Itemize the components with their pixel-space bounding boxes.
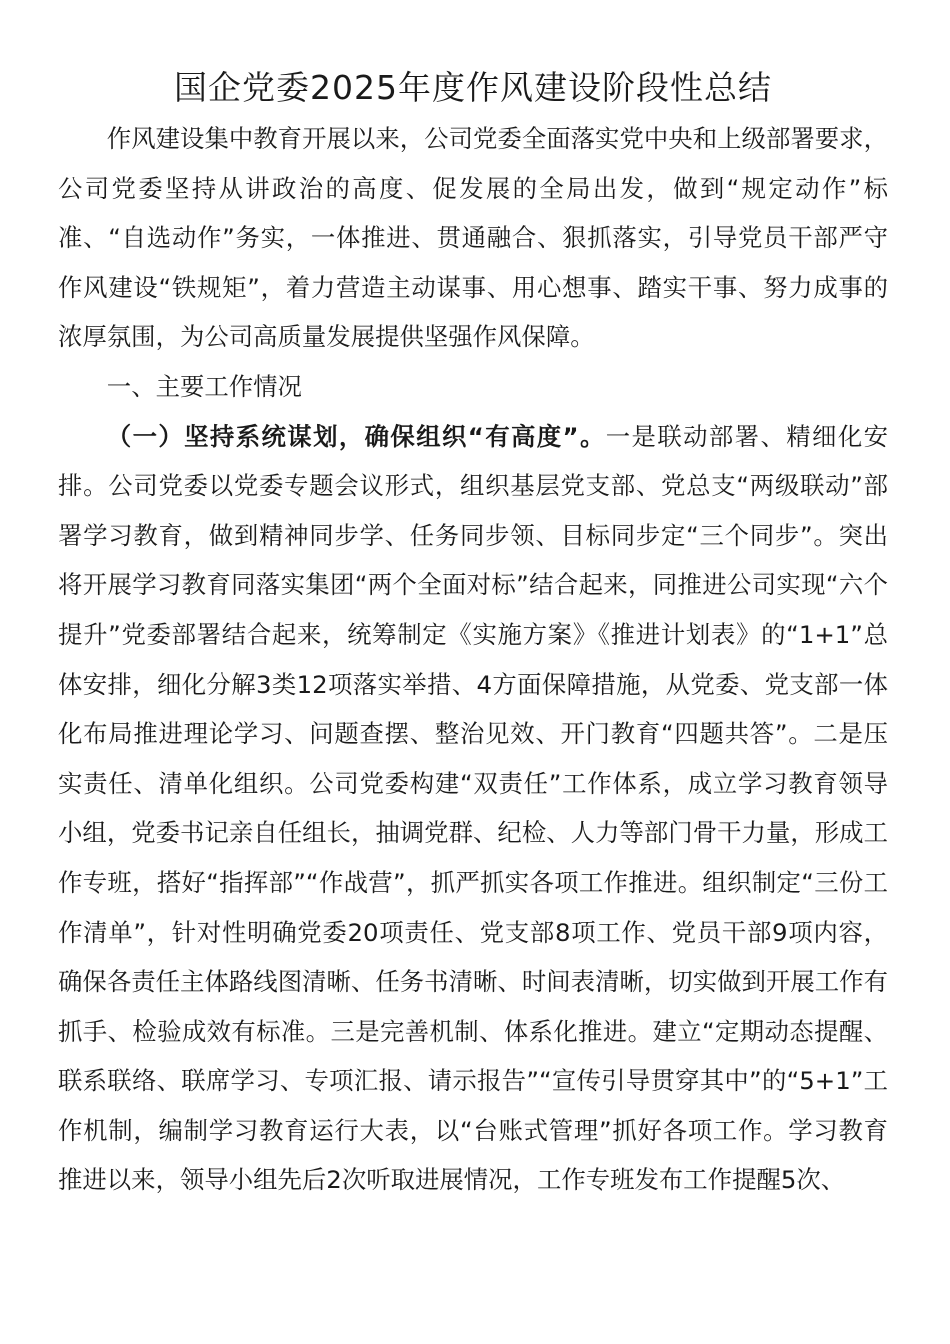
subsection-paragraph	[58, 412, 888, 1206]
subsection-body: 一是联动部署、精细化安排。公司党委以党委专题会议形式，组织基层党支部、党总支“两级联动”部署学习教育，做到精神同步学、任务同步领、目标同步定“三个同步”。突出将开展学习教育同落实集团“两个全面对标”结合起来，同推进公司实现“六个提升”党委部署结合起来，统筹制定《实施方案》《推进计划表》的“1+1”总体安排，细化分解3类12项落实举措、4方面保障措施，从党委、党支部一体化布局推进理论学习、问题查摆、整治见效、开门教育“四题共答”。二是压实责任、清单化组织。公司党委构建“双责任”工作体系，成立学习教育领导小组，党委书记亲自任组长，抽调党群、纪检、人力等部门骨干力量，形成工作专班，搭好“指挥部”“作战营”，抓严抓实各项工作推进。组织制定“三份工作清单”，针对性明确党委20项责任、党支部8项工作、党员干部9项内容，确保各责任主体路线图清晰、任务书清晰、时间表清晰，切实做到开展工作有抓手、检验成效有标准。三是完善机制、体系化推进。建立“定期动态提醒、联系联络、联席学习、专项汇报、请示报告”“宣传引导贯穿其中”的“5+1”工作机制，编制学习教育运行大表，以“台账式管理”抓好各项工作。学习教育推进以来，领导小组先后2次听取进展情况，工作专班发布工作提醒5次、	[58, 421, 888, 1195]
document-title: 国企党委2025年度作风建设阶段性总结	[174, 68, 772, 107]
intro-paragraph: 作风建设集中教育开展以来，公司党委全面落实党中央和上级部署要求，公司党委坚持从讲政治的高度、促发展的全局出发，做到“规定动作”标准、“自选动作”务实，一体推进、贯通融合、狠抓落实，引导党员干部严守作风建设“铁规矩”，着力营造主动谋事、用心想事、踏实干事、努力成事的浓厚氛围，为公司高质量发展提供坚强作风保障。	[58, 124, 888, 352]
section-heading: 一、主要工作情况	[106, 371, 302, 401]
document-page	[58, 62, 888, 1205]
subsection-heading: （一）坚持系统谋划，确保组织“有高度”。	[106, 421, 606, 451]
